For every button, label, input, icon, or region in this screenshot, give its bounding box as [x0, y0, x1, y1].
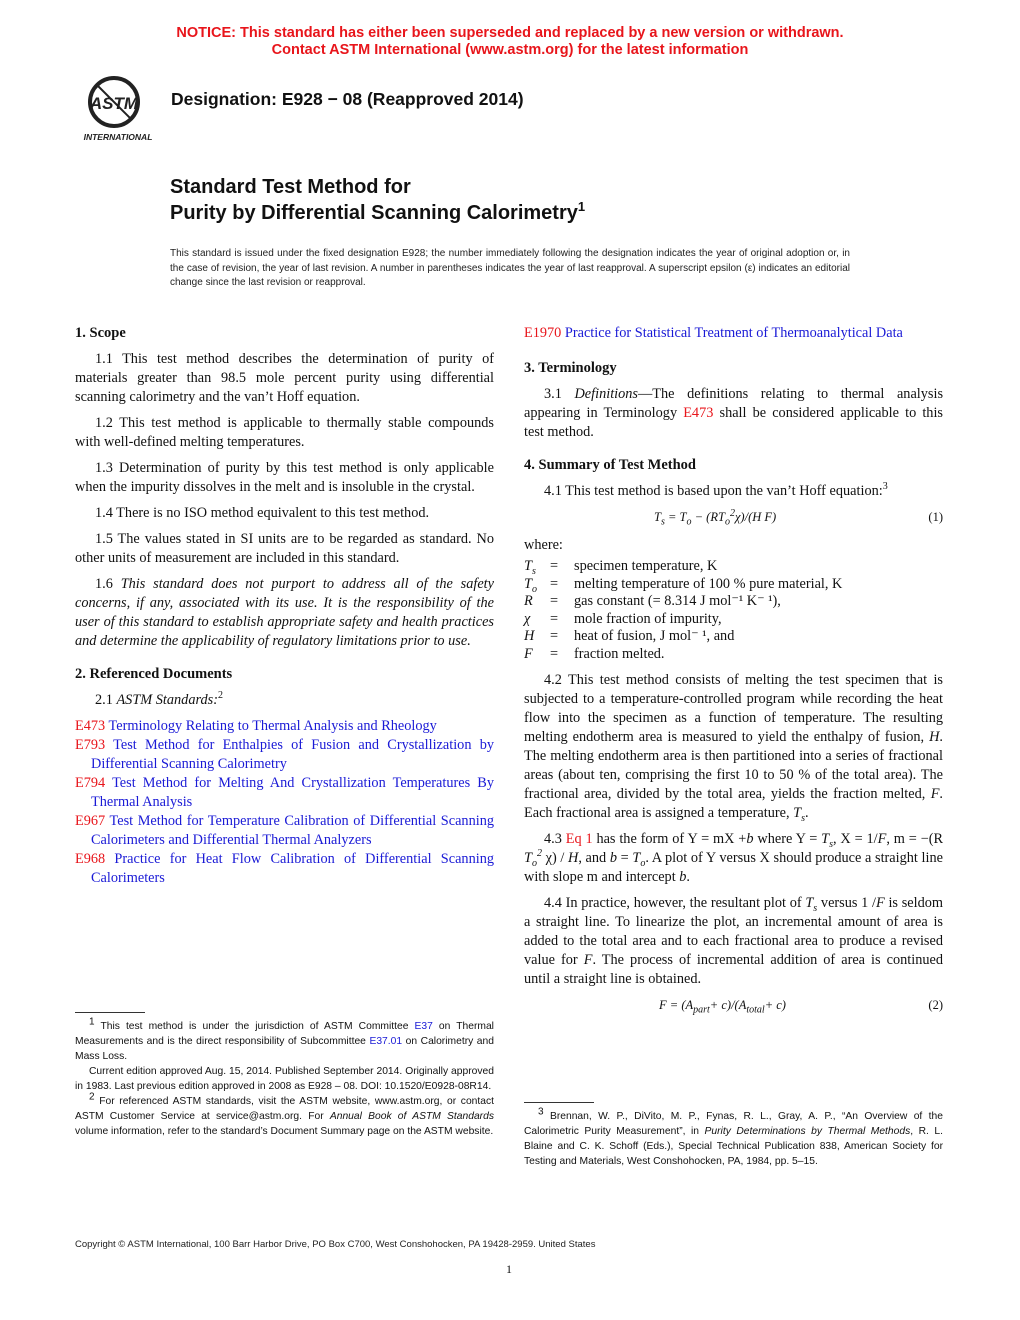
committee-e37-link[interactable]: E37: [414, 1021, 433, 1032]
footnote-rule: [75, 1012, 145, 1013]
title-line-1: Standard Test Method for: [170, 176, 411, 198]
footnote-2: $^2$ For referenced ASTM standards, visit the ASTM website, www.astm.org, or contact ASTM Customer Service at service@astm.org. For Annual Book of ASTM Standards volume information, refer to the standard’s Document Summary page on the ASTM website.: [75, 1091, 494, 1137]
copyright: Copyright © ASTM International, 100 Barr Harbor Drive, PO Box C700, West Conshohocken, PA 19428-2959. United States: [75, 1239, 596, 1250]
issuance-statement: This standard is issued under the fixed designation E928; the number immediately following the designation indicates the year of original adoption or, in the case of revision, the year of last revision. A number in parentheses indicates the year of last reapproval. A superscript epsilon (ε) indicates an editorial change since the last revision or reapproval.: [170, 248, 850, 288]
summary-4-2: 4.2 This test method consists of melting the test specimen that is subjected to a temperature-controlled program while recording the heat flow into the specimen as a function of temperature. The resulting melting endotherm area is measured to yield the enthalpy of fusion, H. The melting endotherm area is then partitioned into a series of fractional areas (about ten, comprising the first 10 to 50 % of the total area). The fractional area, divided by the total area, yields the fraction melted, F. Each fractional area is assigned a temperature, $T_s$.: [524, 672, 943, 824]
footnote-1-edition: Current edition approved Aug. 15, 2014. Published September 2014. Originally approved in 1983. Last previous edition approved in 2008 as E928 – 08. DOI: 10.1520/E0928-08R14.: [75, 1066, 494, 1092]
def-row: F = fraction melted.: [524, 645, 665, 662]
astm-logo-icon: [74, 72, 160, 144]
left-footnotes: [75, 1012, 494, 1139]
footnote-1: $^1$ This test method is under the jurisdiction of ASTM Committee E37 on Thermal Measurements and is the direct responsibility of Subcommittee E37.01 on Calorimetry and Mass Loss.: [75, 1016, 494, 1062]
notice-line-2: Contact ASTM International (www.astm.org) for the latest information: [271, 42, 749, 58]
logo-text: ASTM: [89, 94, 139, 113]
def-row: χ = mole fraction of impurity,: [524, 610, 722, 627]
designation: Designation: E928 − 08 (Reapproved 2014): [171, 89, 524, 109]
def-row: R = gas constant (= 8.314 J mol⁻¹ K⁻ ¹),: [524, 593, 781, 609]
refdocs-2-1: 2.1 ASTM Standards:$^2$: [95, 690, 223, 708]
right-footnotes: [524, 1102, 943, 1169]
summary-4-3: 4.3 Eq 1 has the form of Y = mX +b where $Y = T_s$, X = 1/F, m = −(R $T_o^2$ χ) / H, and $b = T_o$. A plot of Y versus X should produce a straight line with slope m and intercept b.: [524, 831, 943, 885]
scope-1-3: 1.3 Determination of purity by this test method is only applicable when the impurity dissolves in the melt and is insoluble in the crystal.: [75, 460, 494, 495]
symbol-definitions: [524, 558, 943, 663]
refdocs-heading: 2. Referenced Documents: [75, 666, 233, 682]
subcommittee-link[interactable]: E37.01: [369, 1036, 403, 1047]
terminology-3-1: 3.1 Definitions—The definitions relating to thermal analysis appearing in Terminology E473 shall be considered applicable to this test method.: [524, 386, 944, 440]
equation-1: $T_s = T_o - (RT_o^2\chi)/(H$ F) (1): [654, 507, 943, 528]
left-column: [75, 324, 494, 888]
ref-item-e793[interactable]: E793 Test Method for Enthalpies of Fusion and Crystallization by Differential Scanning Calorimetry: [75, 737, 494, 772]
eq1-link[interactable]: Eq 1: [565, 831, 593, 847]
def-row: $T_o$ = melting temperature of 100 % pure material, K: [524, 575, 843, 595]
summary-4-1: 4.1 This test method is based upon the van’t Hoff equation:$^3$: [544, 481, 888, 499]
equation-2-number: (2): [928, 998, 943, 1012]
def-row: $T_s$ = specimen temperature, K: [524, 558, 718, 577]
footnote-3: $^3$ Brennan, W. P., DiVito, M. P., Fynas, R. L., Gray, A. P., “An Overview of the Calorimetric Purity Measurement”, in Purity Determinations by Thermal Methods, R. L. Blaine and C. K. Schoff (Eds.), Special Technical Publication 838, American Society for Testing and Materials, West Conshohocken, PA, 1984, pp. 5–15.: [524, 1106, 943, 1167]
summary-heading: 4. Summary of Test Method: [524, 457, 696, 473]
summary-4-4: 4.4 In practice, however, the resultant plot of $T_s$ versus 1 /F is seldom a straight line. To linearize the plot, an incremental amount of area is added to the total area and to each fractional area to produce a revised value for F. The process of incremental addition of area is continued until a straight line is obtained.: [524, 895, 943, 987]
where-label: where:: [524, 537, 563, 553]
scope-1-5: 1.5 The values stated in SI units are to be regarded as standard. No other units of measurement are included in this standard.: [75, 531, 494, 566]
scope-1-6: 1.6 This standard does not purport to address all of the safety concerns, if any, associated with its use. It is the responsibility of the user of this standard to establish appropriate safety and health practices and determine the applicability of regulatory limitations prior to use.: [75, 576, 494, 649]
footnote-rule: [524, 1102, 594, 1103]
scope-heading: 1. Scope: [75, 325, 126, 341]
ref-item-e1970[interactable]: E1970 Practice for Statistical Treatment of Thermoanalytical Data: [524, 325, 903, 341]
notice-line-1: NOTICE: This standard has either been superseded and replaced by a new version or withdrawn.: [176, 25, 844, 41]
ref-item-e794[interactable]: E794 Test Method for Melting And Crystallization Temperatures By Thermal Analysis: [75, 775, 494, 810]
equation-1-number: (1): [928, 510, 943, 524]
right-column: [524, 324, 943, 1020]
title-line-2: Purity by Differential Scanning Calorimetry$^1$: [170, 199, 586, 224]
equation-2: $F = (A_{part}+ c)/(A_{total}+ c)$ (2): [659, 998, 943, 1016]
logo-subtext: INTERNATIONAL: [83, 132, 153, 142]
page-number: 1: [506, 1262, 512, 1276]
scope-1-4: 1.4 There is no ISO method equivalent to this test method.: [95, 505, 430, 521]
scope-1-2: 1.2 This test method is applicable to thermally stable compounds with well-defined melting temperatures.: [75, 415, 494, 450]
title-footnote-ref[interactable]: 1: [577, 199, 586, 214]
page-title: [170, 174, 585, 226]
terminology-e473-link[interactable]: E473: [683, 405, 714, 421]
astm-logo: [74, 72, 160, 144]
scope-1-1: 1.1 This test method describes the determination of purity of materials greater than 98.5 mole percent purity using differential scanning calorimetry and the van’t Hoff equation.: [75, 351, 494, 405]
def-row: H = heat of fusion, J mol⁻ ¹, and: [524, 628, 735, 644]
ref-item-e473[interactable]: E473 Terminology Relating to Thermal Analysis and Rheology: [75, 718, 437, 734]
superseded-notice: [0, 25, 1020, 59]
ref-item-e968[interactable]: E968 Practice for Heat Flow Calibration of Differential Scanning Calorimeters: [75, 851, 494, 886]
ref-item-e967[interactable]: E967 Test Method for Temperature Calibration of Differential Scanning Calorimeters and Differential Thermal Analyzers: [75, 813, 494, 848]
terminology-heading: 3. Terminology: [524, 360, 617, 376]
